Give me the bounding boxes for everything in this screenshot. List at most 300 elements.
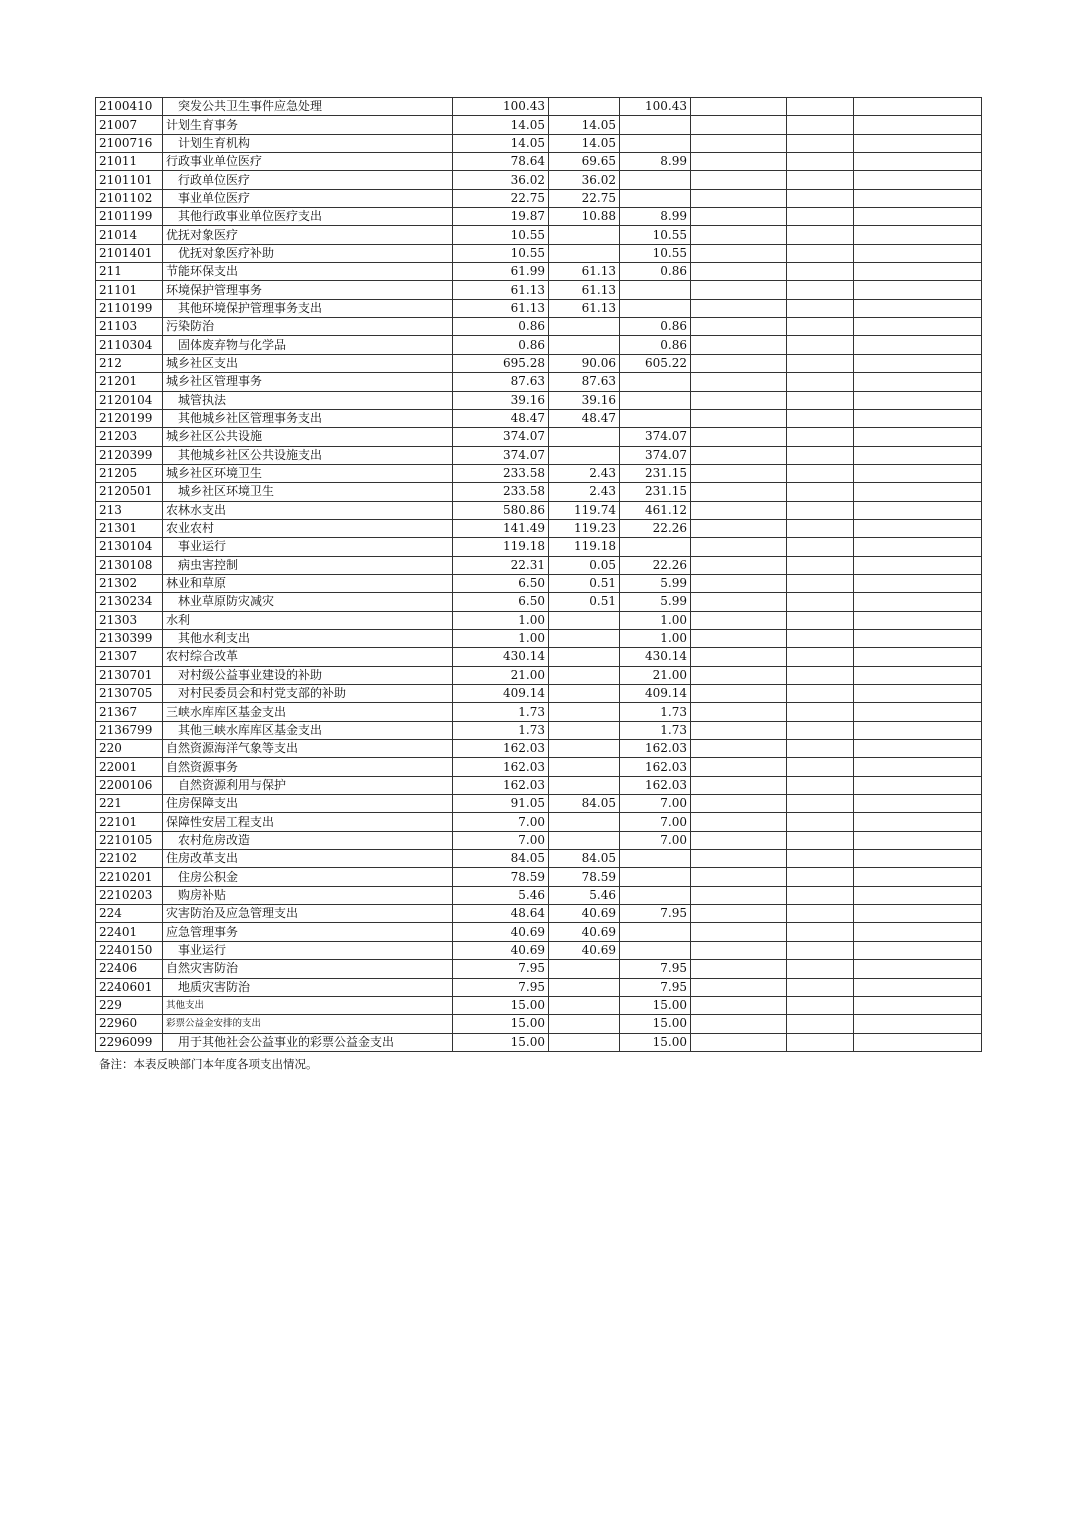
basic-expenditure-cell (549, 703, 620, 721)
basic-expenditure-cell: 10.88 (549, 208, 620, 226)
subject-code-cell: 21203 (96, 428, 163, 446)
subject-name-cell: 固体废弃物与化学品 (163, 336, 453, 354)
empty-cell (854, 538, 982, 556)
empty-cell (854, 758, 982, 776)
empty-cell (691, 648, 787, 666)
table-row (96, 923, 982, 941)
basic-expenditure-cell (549, 629, 620, 647)
empty-cell (787, 336, 854, 354)
project-expenditure-cell (620, 373, 691, 391)
subject-name-cell: 节能环保支出 (163, 263, 453, 281)
subject-name-cell: 污染防治 (163, 318, 453, 336)
empty-cell (787, 868, 854, 886)
project-expenditure-cell: 7.00 (620, 831, 691, 849)
subject-name-cell: 地质灾害防治 (163, 978, 453, 996)
total-cell: 14.05 (453, 134, 549, 152)
total-cell: 7.00 (453, 831, 549, 849)
subject-code-cell: 2210203 (96, 886, 163, 904)
subject-name-cell: 城管执法 (163, 391, 453, 409)
empty-cell (787, 574, 854, 592)
empty-cell (787, 941, 854, 959)
project-expenditure-cell (620, 538, 691, 556)
basic-expenditure-cell: 5.46 (549, 886, 620, 904)
table-row (96, 666, 982, 684)
subject-code-cell: 21205 (96, 464, 163, 482)
empty-cell (787, 666, 854, 684)
subject-name-cell: 自然资源利用与保护 (163, 776, 453, 794)
subject-name-cell: 事业单位医疗 (163, 189, 453, 207)
table-row (96, 391, 982, 409)
project-expenditure-cell: 1.00 (620, 629, 691, 647)
total-cell: 695.28 (453, 354, 549, 372)
empty-cell (787, 556, 854, 574)
table-row (96, 721, 982, 739)
table-row (96, 831, 982, 849)
total-cell: 6.50 (453, 593, 549, 611)
total-cell: 40.69 (453, 941, 549, 959)
empty-cell (691, 850, 787, 868)
empty-cell (787, 373, 854, 391)
project-expenditure-cell: 7.00 (620, 813, 691, 831)
empty-cell (691, 574, 787, 592)
basic-expenditure-cell (549, 831, 620, 849)
project-expenditure-cell: 1.73 (620, 721, 691, 739)
subject-code-cell: 2240150 (96, 941, 163, 959)
total-cell: 15.00 (453, 1015, 549, 1033)
basic-expenditure-cell (549, 244, 620, 262)
basic-expenditure-cell (549, 1033, 620, 1051)
empty-cell (691, 1033, 787, 1051)
table-row (96, 189, 982, 207)
subject-name-cell: 城乡社区环境卫生 (163, 464, 453, 482)
project-expenditure-cell (620, 409, 691, 427)
table-row (96, 501, 982, 519)
basic-expenditure-cell (549, 666, 620, 684)
subject-name-cell: 住房公积金 (163, 868, 453, 886)
empty-cell (787, 886, 854, 904)
total-cell: 100.43 (453, 98, 549, 116)
total-cell: 141.49 (453, 519, 549, 537)
basic-expenditure-cell: 14.05 (549, 134, 620, 152)
empty-cell (787, 299, 854, 317)
total-cell: 48.47 (453, 409, 549, 427)
basic-expenditure-cell: 40.69 (549, 905, 620, 923)
subject-name-cell: 城乡社区环境卫生 (163, 483, 453, 501)
subject-code-cell: 2130399 (96, 629, 163, 647)
basic-expenditure-cell (549, 226, 620, 244)
empty-cell (854, 208, 982, 226)
empty-cell (787, 740, 854, 758)
empty-cell (854, 960, 982, 978)
basic-expenditure-cell (549, 648, 620, 666)
empty-cell (691, 703, 787, 721)
project-expenditure-cell: 15.00 (620, 1033, 691, 1051)
basic-expenditure-cell (549, 758, 620, 776)
table-row (96, 813, 982, 831)
subject-name-cell: 其他行政事业单位医疗支出 (163, 208, 453, 226)
table-row (96, 263, 982, 281)
total-cell: 1.73 (453, 703, 549, 721)
total-cell: 78.64 (453, 153, 549, 171)
total-cell: 48.64 (453, 905, 549, 923)
empty-cell (691, 758, 787, 776)
project-expenditure-cell: 100.43 (620, 98, 691, 116)
total-cell: 430.14 (453, 648, 549, 666)
empty-cell (787, 208, 854, 226)
project-expenditure-cell: 0.86 (620, 336, 691, 354)
empty-cell (854, 226, 982, 244)
empty-cell (854, 446, 982, 464)
empty-cell (691, 318, 787, 336)
subject-name-cell: 事业运行 (163, 941, 453, 959)
basic-expenditure-cell: 61.13 (549, 263, 620, 281)
total-cell: 22.75 (453, 189, 549, 207)
empty-cell (854, 629, 982, 647)
empty-cell (787, 831, 854, 849)
empty-cell (854, 978, 982, 996)
empty-cell (691, 299, 787, 317)
subject-name-cell: 其他水利支出 (163, 629, 453, 647)
project-expenditure-cell: 10.55 (620, 244, 691, 262)
total-cell: 10.55 (453, 226, 549, 244)
empty-cell (787, 703, 854, 721)
project-expenditure-cell: 21.00 (620, 666, 691, 684)
project-expenditure-cell: 0.86 (620, 318, 691, 336)
subject-name-cell: 林业和草原 (163, 574, 453, 592)
basic-expenditure-cell (549, 813, 620, 831)
basic-expenditure-cell: 22.75 (549, 189, 620, 207)
subject-name-cell: 计划生育事务 (163, 116, 453, 134)
total-cell: 14.05 (453, 116, 549, 134)
project-expenditure-cell: 15.00 (620, 1015, 691, 1033)
empty-cell (787, 134, 854, 152)
empty-cell (691, 428, 787, 446)
project-expenditure-cell: 15.00 (620, 996, 691, 1014)
subject-name-cell: 计划生育机构 (163, 134, 453, 152)
empty-cell (854, 263, 982, 281)
empty-cell (854, 483, 982, 501)
basic-expenditure-cell: 0.05 (549, 556, 620, 574)
total-cell: 61.13 (453, 299, 549, 317)
basic-expenditure-cell (549, 978, 620, 996)
project-expenditure-cell: 7.95 (620, 905, 691, 923)
subject-name-cell: 农村综合改革 (163, 648, 453, 666)
project-expenditure-cell (620, 299, 691, 317)
table-row (96, 850, 982, 868)
subject-code-cell: 22102 (96, 850, 163, 868)
total-cell: 0.86 (453, 318, 549, 336)
subject-code-cell: 229 (96, 996, 163, 1014)
project-expenditure-cell (620, 116, 691, 134)
table-row (96, 483, 982, 501)
project-expenditure-cell (620, 886, 691, 904)
empty-cell (691, 960, 787, 978)
empty-cell (691, 996, 787, 1014)
empty-cell (787, 116, 854, 134)
total-cell: 78.59 (453, 868, 549, 886)
empty-cell (691, 464, 787, 482)
empty-cell (691, 813, 787, 831)
subject-name-cell: 行政单位医疗 (163, 171, 453, 189)
empty-cell (854, 373, 982, 391)
subject-code-cell: 21303 (96, 611, 163, 629)
empty-cell (691, 1015, 787, 1033)
total-cell: 91.05 (453, 795, 549, 813)
empty-cell (854, 996, 982, 1014)
subject-name-cell: 城乡社区支出 (163, 354, 453, 372)
empty-cell (854, 831, 982, 849)
empty-cell (691, 483, 787, 501)
table-row (96, 574, 982, 592)
empty-cell (787, 428, 854, 446)
project-expenditure-cell: 374.07 (620, 428, 691, 446)
basic-expenditure-cell: 84.05 (549, 795, 620, 813)
subject-name-cell: 应急管理事务 (163, 923, 453, 941)
project-expenditure-cell: 231.15 (620, 464, 691, 482)
empty-cell (854, 409, 982, 427)
empty-cell (787, 391, 854, 409)
project-expenditure-cell: 461.12 (620, 501, 691, 519)
subject-code-cell: 2136799 (96, 721, 163, 739)
subject-code-cell: 22401 (96, 923, 163, 941)
subject-name-cell: 三峡水库库区基金支出 (163, 703, 453, 721)
empty-cell (787, 354, 854, 372)
project-expenditure-cell: 1.00 (620, 611, 691, 629)
table-row (96, 354, 982, 372)
basic-expenditure-cell (549, 1015, 620, 1033)
table-row (96, 153, 982, 171)
subject-code-cell: 2110199 (96, 299, 163, 317)
project-expenditure-cell: 22.26 (620, 556, 691, 574)
empty-cell (854, 134, 982, 152)
empty-cell (787, 189, 854, 207)
subject-name-cell: 林业草原防灾减灾 (163, 593, 453, 611)
empty-cell (787, 409, 854, 427)
empty-cell (854, 776, 982, 794)
project-expenditure-cell: 10.55 (620, 226, 691, 244)
empty-cell (854, 886, 982, 904)
empty-cell (691, 978, 787, 996)
project-expenditure-cell: 374.07 (620, 446, 691, 464)
empty-cell (691, 208, 787, 226)
empty-cell (691, 666, 787, 684)
basic-expenditure-cell (549, 318, 620, 336)
empty-cell (854, 519, 982, 537)
basic-expenditure-cell (549, 776, 620, 794)
total-cell: 40.69 (453, 923, 549, 941)
empty-cell (787, 464, 854, 482)
subject-name-cell: 突发公共卫生事件应急处理 (163, 98, 453, 116)
total-cell: 233.58 (453, 483, 549, 501)
project-expenditure-cell (620, 850, 691, 868)
subject-code-cell: 21007 (96, 116, 163, 134)
subject-code-cell: 221 (96, 795, 163, 813)
subject-name-cell: 农林水支出 (163, 501, 453, 519)
empty-cell (787, 538, 854, 556)
project-expenditure-cell (620, 923, 691, 941)
subject-name-cell: 优抚对象医疗 (163, 226, 453, 244)
table-row (96, 776, 982, 794)
table-row (96, 593, 982, 611)
project-expenditure-cell (620, 189, 691, 207)
subject-code-cell: 22406 (96, 960, 163, 978)
subject-code-cell: 2120399 (96, 446, 163, 464)
table-row (96, 116, 982, 134)
project-expenditure-cell: 231.15 (620, 483, 691, 501)
empty-cell (787, 281, 854, 299)
basic-expenditure-cell (549, 996, 620, 1014)
empty-cell (691, 795, 787, 813)
total-cell: 6.50 (453, 574, 549, 592)
total-cell: 84.05 (453, 850, 549, 868)
empty-cell (787, 996, 854, 1014)
subject-code-cell: 2240601 (96, 978, 163, 996)
basic-expenditure-cell: 2.43 (549, 464, 620, 482)
subject-name-cell: 住房保障支出 (163, 795, 453, 813)
project-expenditure-cell: 605.22 (620, 354, 691, 372)
total-cell: 15.00 (453, 996, 549, 1014)
empty-cell (787, 446, 854, 464)
empty-cell (691, 886, 787, 904)
subject-name-cell: 彩票公益金安排的支出 (163, 1015, 453, 1033)
basic-expenditure-cell (549, 428, 620, 446)
empty-cell (691, 354, 787, 372)
project-expenditure-cell (620, 281, 691, 299)
table-body (96, 98, 982, 1052)
empty-cell (854, 1033, 982, 1051)
total-cell: 233.58 (453, 464, 549, 482)
subject-code-cell: 21307 (96, 648, 163, 666)
empty-cell (691, 519, 787, 537)
table-row (96, 226, 982, 244)
empty-cell (854, 905, 982, 923)
subject-code-cell: 2130701 (96, 666, 163, 684)
empty-cell (787, 226, 854, 244)
empty-cell (854, 189, 982, 207)
total-cell: 36.02 (453, 171, 549, 189)
basic-expenditure-cell: 119.23 (549, 519, 620, 537)
total-cell: 1.00 (453, 629, 549, 647)
basic-expenditure-cell (549, 446, 620, 464)
subject-code-cell: 2110304 (96, 336, 163, 354)
project-expenditure-cell: 162.03 (620, 758, 691, 776)
subject-code-cell: 2101199 (96, 208, 163, 226)
empty-cell (691, 776, 787, 794)
empty-cell (691, 244, 787, 262)
total-cell: 22.31 (453, 556, 549, 574)
empty-cell (854, 98, 982, 116)
subject-name-cell: 农村危房改造 (163, 831, 453, 849)
total-cell: 87.63 (453, 373, 549, 391)
empty-cell (787, 153, 854, 171)
subject-code-cell: 21302 (96, 574, 163, 592)
project-expenditure-cell: 162.03 (620, 740, 691, 758)
empty-cell (854, 501, 982, 519)
empty-cell (691, 556, 787, 574)
empty-cell (854, 391, 982, 409)
total-cell: 119.18 (453, 538, 549, 556)
table-row (96, 373, 982, 391)
subject-code-cell: 22101 (96, 813, 163, 831)
table-row (96, 685, 982, 703)
subject-code-cell: 2200106 (96, 776, 163, 794)
empty-cell (854, 464, 982, 482)
total-cell: 162.03 (453, 758, 549, 776)
subject-code-cell: 2210105 (96, 831, 163, 849)
total-cell: 1.00 (453, 611, 549, 629)
empty-cell (854, 299, 982, 317)
subject-name-cell: 对村民委员会和村党支部的补助 (163, 685, 453, 703)
basic-expenditure-cell: 87.63 (549, 373, 620, 391)
total-cell: 1.73 (453, 721, 549, 739)
subject-code-cell: 224 (96, 905, 163, 923)
empty-cell (854, 648, 982, 666)
empty-cell (787, 171, 854, 189)
empty-cell (854, 556, 982, 574)
subject-name-cell: 其他城乡社区公共设施支出 (163, 446, 453, 464)
basic-expenditure-cell: 40.69 (549, 923, 620, 941)
project-expenditure-cell: 8.99 (620, 208, 691, 226)
empty-cell (691, 941, 787, 959)
subject-code-cell: 21301 (96, 519, 163, 537)
table-row (96, 795, 982, 813)
empty-cell (691, 629, 787, 647)
empty-cell (787, 629, 854, 647)
empty-cell (854, 868, 982, 886)
empty-cell (787, 244, 854, 262)
table-row (96, 281, 982, 299)
total-cell: 162.03 (453, 740, 549, 758)
empty-cell (854, 354, 982, 372)
table-row (96, 905, 982, 923)
empty-cell (691, 538, 787, 556)
project-expenditure-cell (620, 868, 691, 886)
empty-cell (691, 501, 787, 519)
project-expenditure-cell: 7.95 (620, 978, 691, 996)
empty-cell (691, 336, 787, 354)
empty-cell (691, 391, 787, 409)
subject-name-cell: 行政事业单位医疗 (163, 153, 453, 171)
empty-cell (691, 171, 787, 189)
subject-code-cell: 22960 (96, 1015, 163, 1033)
total-cell: 15.00 (453, 1033, 549, 1051)
empty-cell (854, 318, 982, 336)
empty-cell (691, 831, 787, 849)
empty-cell (787, 483, 854, 501)
subject-code-cell: 21201 (96, 373, 163, 391)
empty-cell (787, 318, 854, 336)
table-row (96, 446, 982, 464)
empty-cell (854, 703, 982, 721)
table-row (96, 740, 982, 758)
empty-cell (854, 941, 982, 959)
table-row (96, 996, 982, 1014)
basic-expenditure-cell: 78.59 (549, 868, 620, 886)
basic-expenditure-cell: 119.74 (549, 501, 620, 519)
total-cell: 162.03 (453, 776, 549, 794)
subject-name-cell: 病虫害控制 (163, 556, 453, 574)
subject-name-cell: 购房补贴 (163, 886, 453, 904)
total-cell: 61.99 (453, 263, 549, 281)
basic-expenditure-cell: 48.47 (549, 409, 620, 427)
project-expenditure-cell (620, 134, 691, 152)
total-cell: 374.07 (453, 446, 549, 464)
empty-cell (854, 795, 982, 813)
subject-code-cell: 2296099 (96, 1033, 163, 1051)
empty-cell (691, 611, 787, 629)
subject-code-cell: 213 (96, 501, 163, 519)
subject-code-cell: 2101102 (96, 189, 163, 207)
